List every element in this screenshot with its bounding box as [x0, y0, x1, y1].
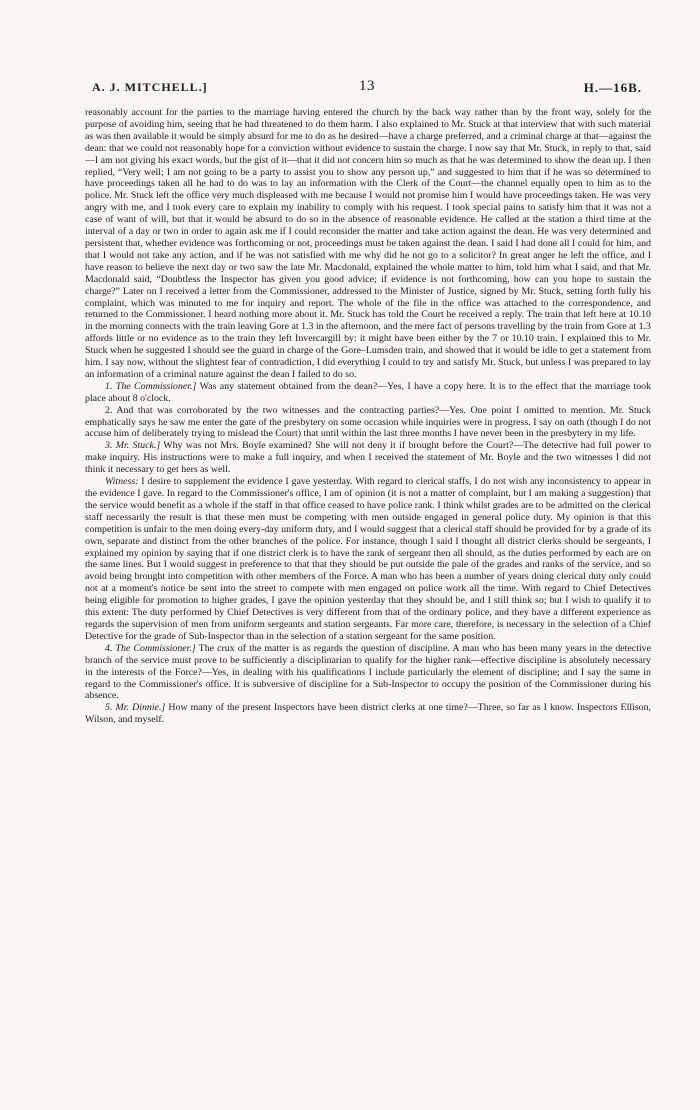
header-witness-name: A. J. MITCHELL.] — [92, 80, 208, 94]
question-lead: 5. Mr. Dinnie.] — [105, 702, 166, 714]
question-lead: 1. The Commissioner.] — [105, 380, 197, 392]
question-text: 2. And that was corroborated by the two witnesses and the contracting parties?—Yes. One point I omitted to mention. Mr. Stuck emphatically says he saw me enter the gate of the presbytery on some occasion while inquiries were in progress. I say on oath (though I do not accuse him of deliberately trying to mislead the Court) that until within the last three months I have never been in the presbytery in my life. — [85, 404, 651, 440]
page-number: 13 — [359, 78, 375, 94]
statement-lead: Witness: — [105, 476, 139, 488]
question-text: How many of the present Inspectors have been district clerks at one time?—Three, so far as I know. Inspectors Ellison, Wilson, and myself. — [85, 702, 651, 726]
evidence-text — [85, 107, 651, 726]
witness-statement — [85, 476, 651, 643]
question-text: The crux of the matter is as regards the question of discipline. A man who has been many years in the detective branch of the service must prove to be sufficiently a disciplinarian to qualify for the higher rank—effective discipline is absolutely necessary in the interests of the Force?—Yes, in dealing with his qualifications I include particularly the element of discipline; and I say the same in regard to the Commissioner's office. It is subversive of discipline for a Sub-Inspector to occupy the position of the Commissioner during his absence. — [85, 642, 652, 702]
question-3 — [85, 440, 651, 476]
question-5 — [85, 702, 651, 726]
question-text: Why was not Mrs. Boyle examined? She will not deny it if brought before the Court?—The detective had full power to make inquiry. His instructions were to make a full inquiry, and when I received the statement of Mr. Boyle and the two witnesses I did not think it necessary to get hers as well. — [85, 440, 652, 476]
paragraph-text: reasonably account for the parties to the marriage having entered the church by the back way rather than by the front way, solely for the purpose of avoiding him, seeing that he had threatened to do them harm. I also explained to Mr. Stuck at that interview that with such material as was then available it would be simply absurd for me to do as he desired—have a charge preferred, and a criminal charge at that—against the dean: that we could not reasonably hope for a conviction without evidence to sustain the charge. I now say that Mr. Stuck, in reply to that, said —I am not giving his exact words, but the gist of it—that it did not concern him so much as that he was determined to show the dean up. I then replied, “Very well; I am not going to be a party to assist you to show any person up,” and suggested to him that if he was so determined to have proceedings taken all he had to do was to lay an information with the Clerk of the Court—the channel equally open to him as to the police. Mr. Stuck left the office very much displeased with me because I would not promise him I would have proceedings taken. He was very angry with me, and I took every care to explain my inability to comply with his request. I took special pains to satisfy him that it was not a case of want of will, but that it would be absurd to do so in the absence of reasonable evidence. He called at the station a third time at the interval of a day or two in order to again ask me if I could reconsider the matter and take action against the dean. He was very determined and persistent that, whether evidence was forthcoming or not, proceedings must be taken against the dean. I said I had done all I could for him, and that I would not take any action, and if he was not satisfied with me why did he not go to a solicitor? In great anger he left the office, and I have reason to believe the next day or two saw the late Mr. Macdonald, explained the whole matter to him, told him what I said, and that Mr. Macdonald said, “Doubtless the Inspector has given you good advice; if evidence is not forthcoming, how can you hope to sustain the charge?” Later on I received a letter from the Commissioner, addressed to the Minister of Justice, signed by Mr. Stuck, setting forth fully his complaint, which was minuted to me for inquiry and report. The whole of the file in the office was attached to the correspondence, and returned to the Commissioner. I heard nothing more about it. Mr. Stuck has told the Court he received a reply. The train that left here at 10.10 in the morning connects with the train leaving Gore at 1.3 in the afternoon, and the mere fact of persons travelling by the train from Gore at 1.3 affords little or no evidence as to the train they left Invercargill by: it might have been either by the 7 or 10.10 train. I explained this to Mr. Stuck when he suggested I should see the guard in charge of the Gore–Lumsden train, and showed that it would be idle to get a statement from him. I say now, without the slightest fear of contradiction, I did everything I could to try and satisfy Mr. Stuck, but unless I was prepared to lay an information of a criminal nature against the dean I failed to do so. — [85, 107, 651, 380]
question-1 — [85, 381, 651, 405]
question-text: Was any statement obtained from the dean?—Yes, I have a copy here. It is to the effect that the marriage took place about 8 o'clock. — [85, 380, 652, 404]
question-4 — [85, 643, 651, 703]
document-reference: H.—16B. — [583, 80, 642, 95]
paragraph-continued — [85, 107, 651, 381]
question-lead: 3. Mr. Stuck.] — [105, 440, 161, 452]
question-2 — [85, 405, 651, 441]
statement-text: I desire to supplement the evidence I gave yesterday. With regard to clerical staffs, I do not wish any inconsistency to appear in the evidence I gave. In regard to the Commissioner's office, I am of opinion (it is not a matter of complaint, but I am making a suggestion) that the service would benefit as a whole if the staff in that office ceased to have police rank. I think whilst grades are to be admitted on the clerical staff necessarily the result is that these men must be competing with men outside engaged in general police duty. My opinion is that this competition is unfair to the men doing every-day uniform duty, and I would suggest that a clerical staff should be provided for by a grade of its own, separate and distinct from the other branches of the police. For instance, though I said I thought all district clerks should be sergeants, I explained my opinion by saying that if one district clerk is to have the rank of sergeant then all should, as the duties performed by each are on the same lines. But I would suggest in preference to that that they should be put outside the pale of the grades and ranks of the service, and so avoid being brought into competition with other members of the Force. A man who has been a number of years doing clerical duty only could not at a moment's notice be sent into the street to compete with men engaged on police work all the time. With regard to Chief Detectives being eligible for promotion to higher grades, I gave the opinion yesterday that they should be, and I still think so; but I wish to qualify it to this extent: The duty performed by Chief Detectives is very different from that of the ordinary police, and they have a different experience as regards the supervision of men from uniform sergeants and station sergeants. Far more care, therefore, is necessary in the selection of a Chief Detective for the grade of Sub-Inspector than in the selection of a station sergeant for the same position. — [85, 476, 651, 642]
page-header — [92, 80, 642, 102]
question-lead: 4. The Commissioner.] — [105, 642, 196, 654]
